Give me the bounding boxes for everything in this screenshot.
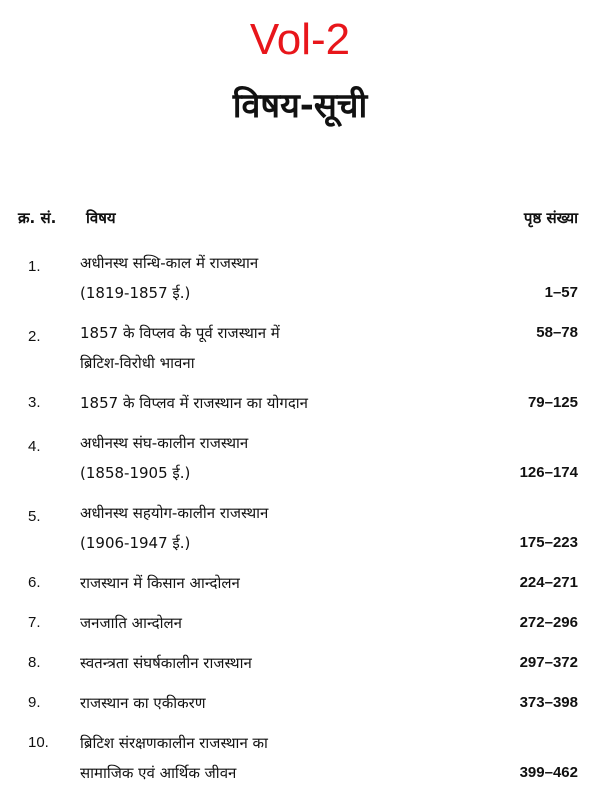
contents-entry xyxy=(0,728,600,788)
entry-pages: 224–271 xyxy=(519,574,578,591)
entry-title-line: ब्रिटिश-विरोधी भावना xyxy=(80,354,195,372)
subject-header: विषय xyxy=(86,209,116,227)
entry-title-line: राजस्थान का एकीकरण xyxy=(80,694,206,712)
entry-title-line: अधीनस्थ सन्धि-काल में राजस्थान xyxy=(80,254,259,272)
contents-entry xyxy=(0,498,600,558)
contents-entry xyxy=(0,688,600,718)
contents-entry xyxy=(0,318,600,378)
entry-pages: 1–57 xyxy=(544,284,578,301)
contents-entry xyxy=(0,648,600,678)
entry-title-line: (1906-1947 ई.) xyxy=(80,534,191,552)
entry-pages: 373–398 xyxy=(519,694,578,711)
entry-title-line: (1858-1905 ई.) xyxy=(80,464,191,482)
entry-title-line: 1857 के विप्लव में राजस्थान का योगदान xyxy=(80,394,308,412)
entry-number: 1. xyxy=(28,258,41,275)
entry-number: 7. xyxy=(28,614,41,631)
entry-number: 9. xyxy=(28,694,41,711)
contents-entry xyxy=(0,608,600,638)
contents-list xyxy=(0,248,600,798)
entry-number: 6. xyxy=(28,574,41,591)
volume-label: Vol-2 xyxy=(249,15,351,64)
contents-entry xyxy=(0,248,600,308)
entry-title-line: अधीनस्थ संघ-कालीन राजस्थान xyxy=(80,434,249,452)
entry-pages: 272–296 xyxy=(519,614,578,631)
entry-title-line: (1819-1857 ई.) xyxy=(80,284,191,302)
entry-title-line: राजस्थान में किसान आन्दोलन xyxy=(80,574,240,592)
entry-pages: 126–174 xyxy=(519,464,578,481)
contents-entry xyxy=(0,568,600,598)
serial-header: क्र. सं. xyxy=(18,209,57,227)
entry-pages: 175–223 xyxy=(519,534,578,551)
entry-pages: 297–372 xyxy=(519,654,578,671)
entry-title-line: ब्रिटिश संरक्षणकालीन राजस्थान का xyxy=(80,734,268,752)
entry-title-line: सामाजिक एवं आर्थिक जीवन xyxy=(80,764,237,782)
entry-pages: 399–462 xyxy=(519,764,578,781)
entry-number: 10. xyxy=(28,734,49,751)
entry-pages: 79–125 xyxy=(527,394,578,411)
page-title: विषय-सूची xyxy=(232,86,368,126)
pages-header: पृष्ठ संख्या xyxy=(523,209,578,227)
entry-title-line: अधीनस्थ सहयोग-कालीन राजस्थान xyxy=(80,504,269,522)
table-header xyxy=(0,208,600,234)
entry-number: 3. xyxy=(28,394,41,411)
entry-number: 4. xyxy=(28,438,41,455)
contents-entry xyxy=(0,388,600,418)
entry-title-line: 1857 के विप्लव के पूर्व राजस्थान में xyxy=(80,324,280,342)
entry-title-line: जनजाति आन्दोलन xyxy=(80,614,182,632)
entry-pages: 58–78 xyxy=(536,324,578,341)
entry-number: 5. xyxy=(28,508,41,525)
entry-number: 8. xyxy=(28,654,41,671)
entry-title-line: स्वतन्त्रता संघर्षकालीन राजस्थान xyxy=(80,654,252,672)
entry-number: 2. xyxy=(28,328,41,345)
contents-entry xyxy=(0,428,600,488)
